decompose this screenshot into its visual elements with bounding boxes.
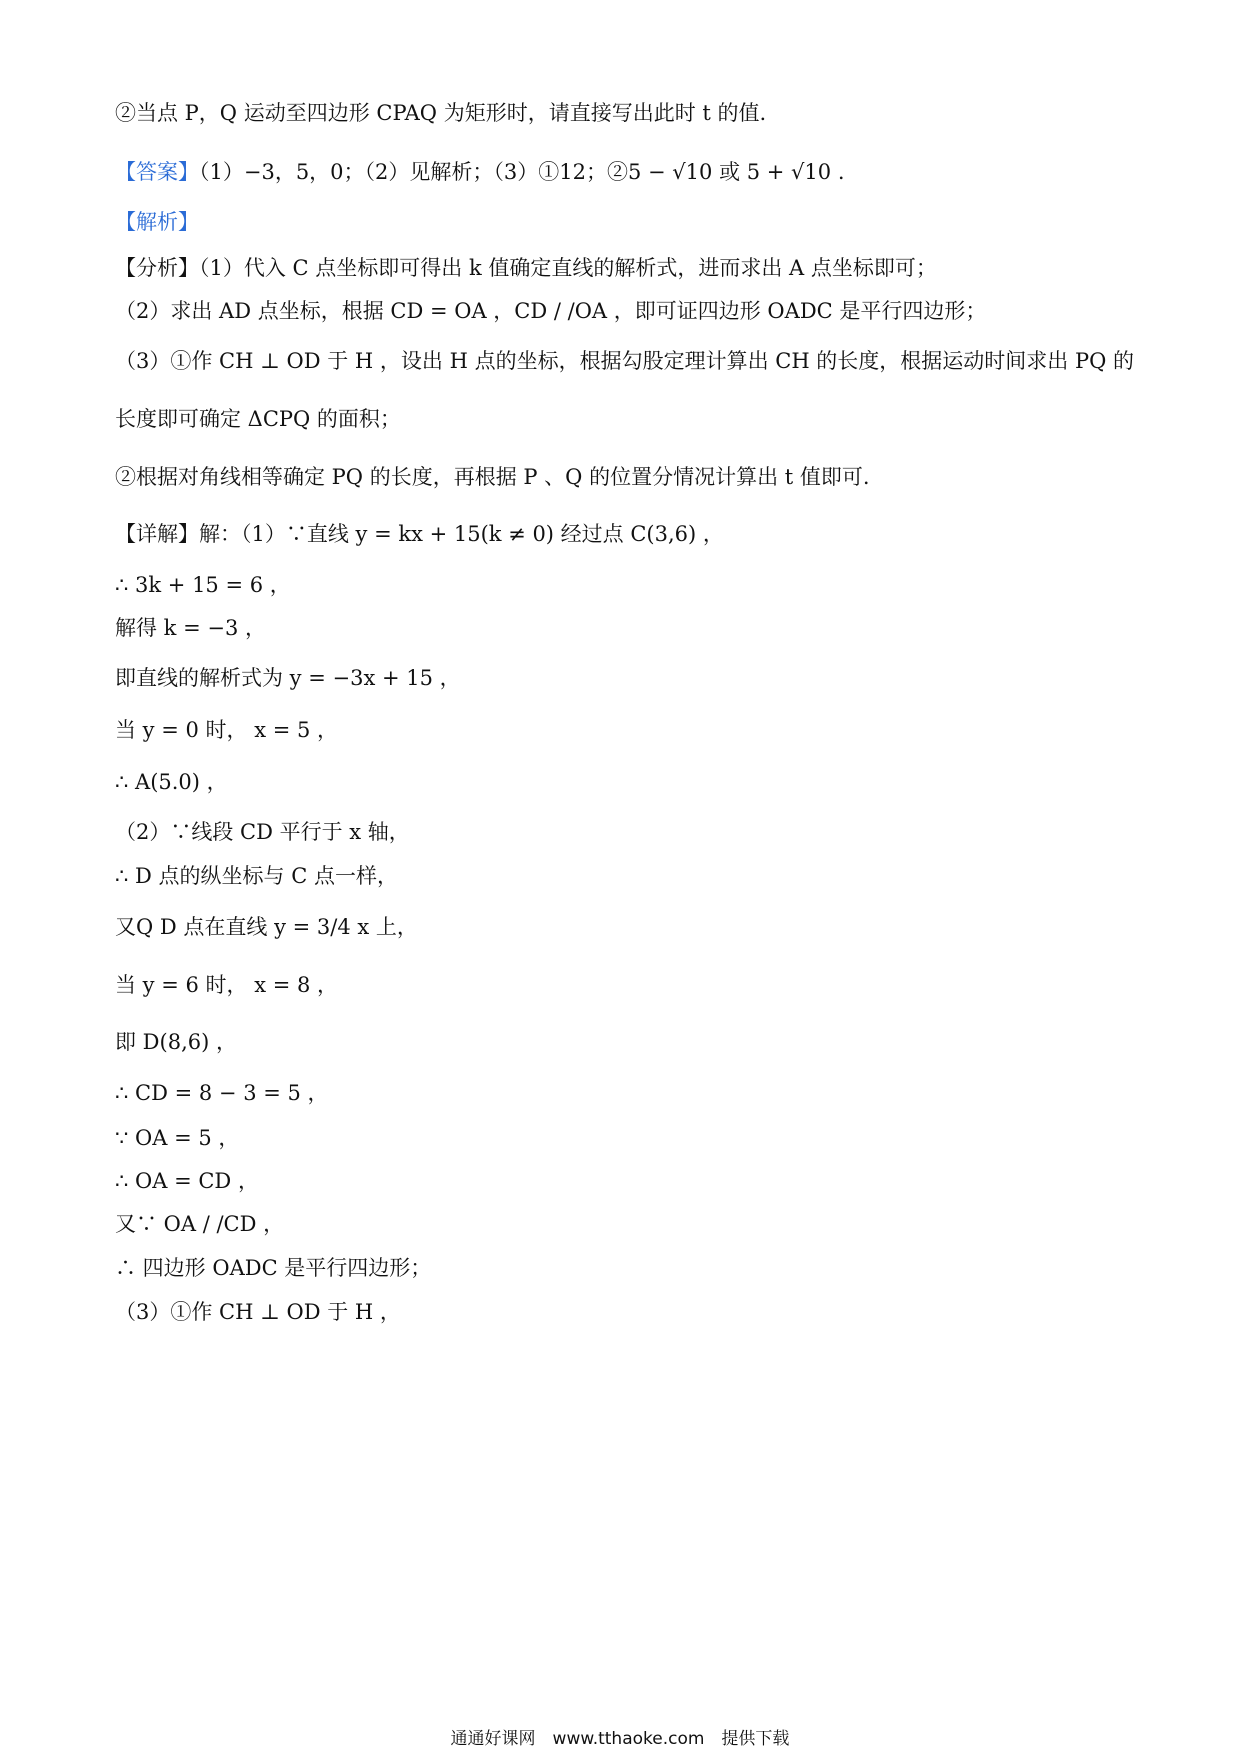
analysis-line-5: ②根据对角线相等确定 PQ 的长度，再根据 P 、Q 的位置分情况计算出 t 值即可. [115,465,870,489]
detail-line-10: 当 y = 6 时， x = 8 ， [115,973,339,997]
detail-line-14: ∴ OA = CD ， [115,1169,259,1193]
detail-line-7: （2）∵线段 CD 平行于 x 轴， [115,820,410,844]
detail-line-13: ∵ OA = 5 ， [115,1126,240,1150]
analysis-line-3: （3）①作 CH ⊥ OD 于 H ，设出 H 点的坐标，根据勾股定理计算出 CH 的长度，根据运动时间求出 PQ 的 [115,349,1134,373]
detail-line-9: 又Q D 点在直线 y = 3/4 x 上， [115,915,418,939]
detail-line-3: 解得 k = −3 ， [115,616,266,640]
detail-line-8: ∴ D 点的纵坐标与 C 点一样， [115,864,398,888]
answer-line: 【答案】（1）−3，5，0；（2）见解析；（3）①12；②5 − √10 或 5 + √10 . [115,160,845,184]
analysis-line-4: 长度即可确定 ΔCPQ 的面积； [115,407,401,431]
analysis-label: 【分析】 [115,256,199,280]
detail-line-16: ∴ 四边形 OADC 是平行四边形； [115,1256,432,1280]
detail-line-17: （3）①作 CH ⊥ OD 于 H ， [115,1300,401,1324]
answer-tag: 【答案】 [115,160,199,184]
detail-line-2: ∴ 3k + 15 = 6 ， [115,573,291,597]
detail-line-5: 当 y = 0 时， x = 5 ， [115,718,339,742]
analysis-line-1: 【分析】（1）代入 C 点坐标即可得出 k 值确定直线的解析式，进而求出 A 点坐标即可； [115,256,937,280]
detail-line-4: 即直线的解析式为 y = −3x + 15 ， [115,666,461,690]
detail-line-11: 即 D(8,6) ， [115,1030,237,1054]
analysis-tag: 【解析】 [115,210,199,234]
page-footer: 通通好课网 www.tthaoke.com 提供下载 [450,1729,790,1749]
detail-line-6: ∴ A(5.0) ， [115,770,228,794]
analysis-heading [115,207,1135,237]
detail-line-15: 又∵ OA / /CD ， [115,1212,285,1236]
detail-line-1: 【详解】解：（1）∵直线 y = kx + 15(k ≠ 0) 经过点 C(3,6) ， [115,522,724,546]
analysis-line-2: （2）求出 AD 点坐标，根据 CD = OA ，CD / /OA ，即可证四边形 OADC 是平行四边形； [115,299,987,323]
question-part-2: ②当点 P，Q 运动至四边形 CPAQ 为矩形时，请直接写出此时 t 的值. [115,101,767,125]
detail-line-12: ∴ CD = 8 − 3 = 5 ， [115,1081,329,1105]
